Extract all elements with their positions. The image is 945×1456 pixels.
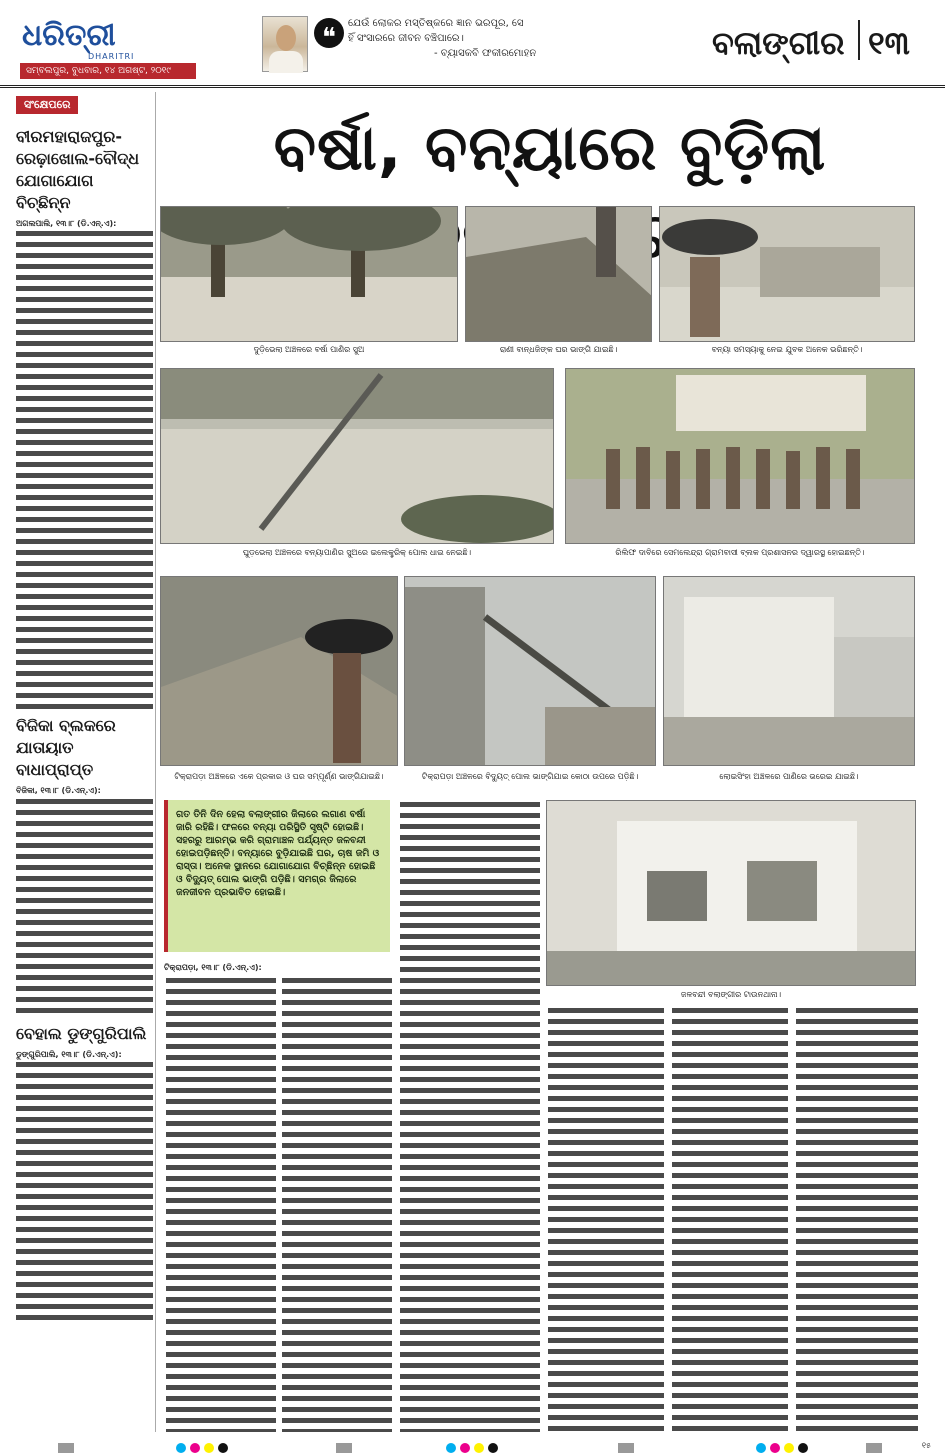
magenta-dot bbox=[460, 1443, 470, 1453]
photo-man-umbrella-flood bbox=[659, 206, 915, 342]
registration-square bbox=[618, 1443, 634, 1453]
newspaper-logo-sub: DHARITRI bbox=[88, 52, 135, 61]
brief-story-3-body bbox=[16, 1060, 153, 1320]
caption-2: ରାଣୀ ବାନ୍ଧଜିଙ୍କ ଘର ଭାଙ୍ଗି ଯାଇଛି। bbox=[499, 345, 618, 354]
brief-news-sidebar bbox=[14, 92, 156, 1432]
caption-1: ଦୁଡ଼ିଭେଲା ଅଞ୍ଚଳରେ ବର୍ଷା ପାଣିର ସୁଅ bbox=[253, 345, 365, 354]
black-dot bbox=[798, 1443, 808, 1453]
magenta-dot bbox=[190, 1443, 200, 1453]
body-column-1 bbox=[166, 976, 276, 1432]
newspaper-logo: ଧରିତ୍ରୀ bbox=[22, 18, 116, 53]
brief-story-1-dateline: ଅଗଲପାଲି, ୧୩।୮ (ଡି.ଏନ୍.ଏ): bbox=[16, 219, 117, 228]
brief-story-2-body bbox=[16, 797, 153, 1017]
yellow-dot bbox=[204, 1443, 214, 1453]
portrait-image bbox=[262, 16, 308, 72]
brief-story-1-title: ବୀରମହାରାଜପୁର-ରେଢ଼ାଖୋଲ-ବୌଦ୍ଧ ଯୋଗାଯୋଗ ବିଚ୍ଛିନ୍ନ bbox=[16, 127, 140, 212]
body-column-6 bbox=[796, 1006, 918, 1432]
photo-villagers-protest bbox=[565, 368, 915, 544]
caption-9: ଜଳବନ୍ଦୀ ବଲାଙ୍ଗୀର ଟାଉନଥାନା। bbox=[680, 990, 782, 999]
dateline: ସମ୍ବଲପୁର, ବୁଧବାର, ୧୪ ଅଗଷ୍ଟ, ୨୦୧୯ bbox=[20, 63, 196, 79]
brief-story-2-dateline: ବିଜିକା, ୧୩।୮ (ଡି.ଏନ୍.ଏ): bbox=[16, 786, 101, 796]
caption-8: ଲୋଇସିଂହା ଅଞ୍ଚଳରେ ପାଣିରେ ଭରେଇ ଯାଇଛି। bbox=[719, 772, 859, 781]
magenta-dot bbox=[770, 1443, 780, 1453]
section-divider bbox=[858, 20, 860, 60]
quote-line-2: ହିଁ ସଂସାରରେ ଜୀବନ ବଞ୍ଚିପାରେ। bbox=[348, 33, 464, 44]
quote-line-1: ଯେଉଁ ଲୋକର ମସ୍ତିଷ୍କରେ ଜ୍ଞାନ ଭରପୂର, ସେ bbox=[348, 18, 524, 29]
photo-flooded-trees bbox=[160, 206, 458, 342]
photo-pole-on-building bbox=[404, 576, 656, 766]
registration-square bbox=[336, 1443, 352, 1453]
body-column-4 bbox=[548, 1006, 664, 1432]
brief-story-3-title: ବେହାଲ ଡୁଙ୍ଗୁରିପାଲି bbox=[16, 1023, 147, 1043]
body-column-5 bbox=[672, 1006, 788, 1432]
photo-police-station-flooded bbox=[546, 800, 916, 986]
masthead bbox=[0, 0, 945, 88]
yellow-dot bbox=[474, 1443, 484, 1453]
cyan-dot bbox=[446, 1443, 456, 1453]
brief-story-3-dateline: ଡୁଙ୍ଗୁରିପାଲି, ୧୩।୮ (ଡି.ଏନ୍.ଏ): bbox=[16, 1049, 122, 1059]
caption-5: ରିଲିଫ ଦାବିରେ ସେମଲେନ୍ଦ୍ରା ଗ୍ରାମବାସୀ ବ୍ଲକ ପ୍ରଶାସନର ଦ୍ୱାରସ୍ଥ ହୋଇଛନ୍ତି। bbox=[615, 548, 865, 557]
page-corner-number: ୧୫ bbox=[921, 1441, 931, 1450]
brief-tag: ସଂକ୍ଷେପରେ bbox=[16, 96, 78, 114]
registration-square bbox=[866, 1443, 882, 1453]
brief-story-1-body bbox=[16, 229, 153, 709]
page-number: ୧୩ bbox=[868, 24, 910, 62]
section-title: ବଲାଙ୍ଗୀର bbox=[712, 24, 845, 62]
caption-3: ବନ୍ୟା ସମସ୍ୟାକୁ ନେଇ ଯୁବକ ଅନେକ ଭରିଛନ୍ତି। bbox=[711, 345, 863, 354]
quote-block bbox=[348, 16, 678, 61]
cyan-dot bbox=[756, 1443, 766, 1453]
quote-author: - ବ୍ୟାସକବି ଫକୀରମୋହନ bbox=[434, 48, 537, 59]
body-column-2 bbox=[282, 976, 392, 1432]
caption-7: ଟିକ୍ରାପଡ଼ା ଅଞ୍ଚଳରେ ବିଦ୍ୟୁତ୍ ପୋଲ ଭାଙ୍ଗିଯାଇ କୋଠା ଉପରେ ପଡ଼ିଛି। bbox=[421, 772, 639, 781]
print-registration-bar bbox=[0, 1440, 945, 1456]
caption-4: ଘୁଡ଼ଭେଲା ଅଞ୍ଚଳରେ ବନ୍ୟାପାଣିର ସୁଅରେ ଇଲେକ୍ଟ୍ରିକ୍ ପୋଲ ଧାଇ ନେଇଛି। bbox=[242, 548, 472, 557]
black-dot bbox=[488, 1443, 498, 1453]
brief-story-2-title: ବିଜିକା ବ୍ଲକରେ ଯାତାୟାତ ବାଧାପ୍ରାପ୍ତ bbox=[16, 716, 116, 780]
photo-flooded-building bbox=[663, 576, 915, 766]
main-headline: ବର୍ଷା, ବନ୍ୟାରେ ବୁଡ଼ିଲା bbox=[273, 111, 827, 184]
black-dot bbox=[218, 1443, 228, 1453]
body-dateline: ଟିକ୍ରାପଡ଼ା, ୧୩।୮ (ଡି.ଏନ୍.ଏ): bbox=[164, 963, 262, 972]
lead-box: ଗତ ତିନି ଦିନ ହେଲା ବଲାଙ୍ଗୀର ଜିଲାରେ ଲଗାଣ ବର୍ଷା ଜାରି ରହିଛି। ଫଳରେ ବନ୍ୟା ପରିସ୍ଥିତି ସୃଷ୍ଟି ହୋଇଛି। ସହରରୁ ଆରମ୍ଭ କରି ଗ୍ରାମାଞ୍ଚଳ ପର୍ଯ୍ୟନ୍ତ ଜଳବନ୍ଦୀ ହୋଇପଡ଼ିଛନ୍ତି। ବନ୍ୟାରେ ବୁଡ଼ିଯାଇଛି ଘର, ଚାଷ ଜମି ଓ ରାସ୍ତା। ଅନେକ ସ୍ଥାନରେ ଯୋଗାଯୋଗ ବିଚ୍ଛିନ୍ନ ହୋଇଛି ଓ ବିଦ୍ୟୁତ୍ ପୋଲ ଭାଙ୍ଗି ପଡ଼ିଛି। ସମଗ୍ର ଜିଲାରେ ଜନଜୀବନ ପ୍ରଭାବିତ ହୋଇଛି। bbox=[164, 800, 390, 952]
yellow-dot bbox=[784, 1443, 794, 1453]
quote-icon: ❝ bbox=[314, 18, 344, 48]
photo-fallen-electric-pole bbox=[160, 368, 554, 544]
photo-collapsed-hut-umbrella bbox=[160, 576, 398, 766]
cyan-dot bbox=[176, 1443, 186, 1453]
caption-6: ଟିକ୍ରାପଡ଼ା ଅଞ୍ଚଳରେ ଏକେ ପ୍ରକାର ଓ ଘର ସମ୍ପୂର୍ଣ୍ଣ ଭାଙ୍ଗିଯାଇଛି। bbox=[174, 772, 384, 781]
registration-square bbox=[58, 1443, 74, 1453]
photo-collapsed-house bbox=[465, 206, 652, 342]
body-column-3 bbox=[400, 800, 540, 1432]
